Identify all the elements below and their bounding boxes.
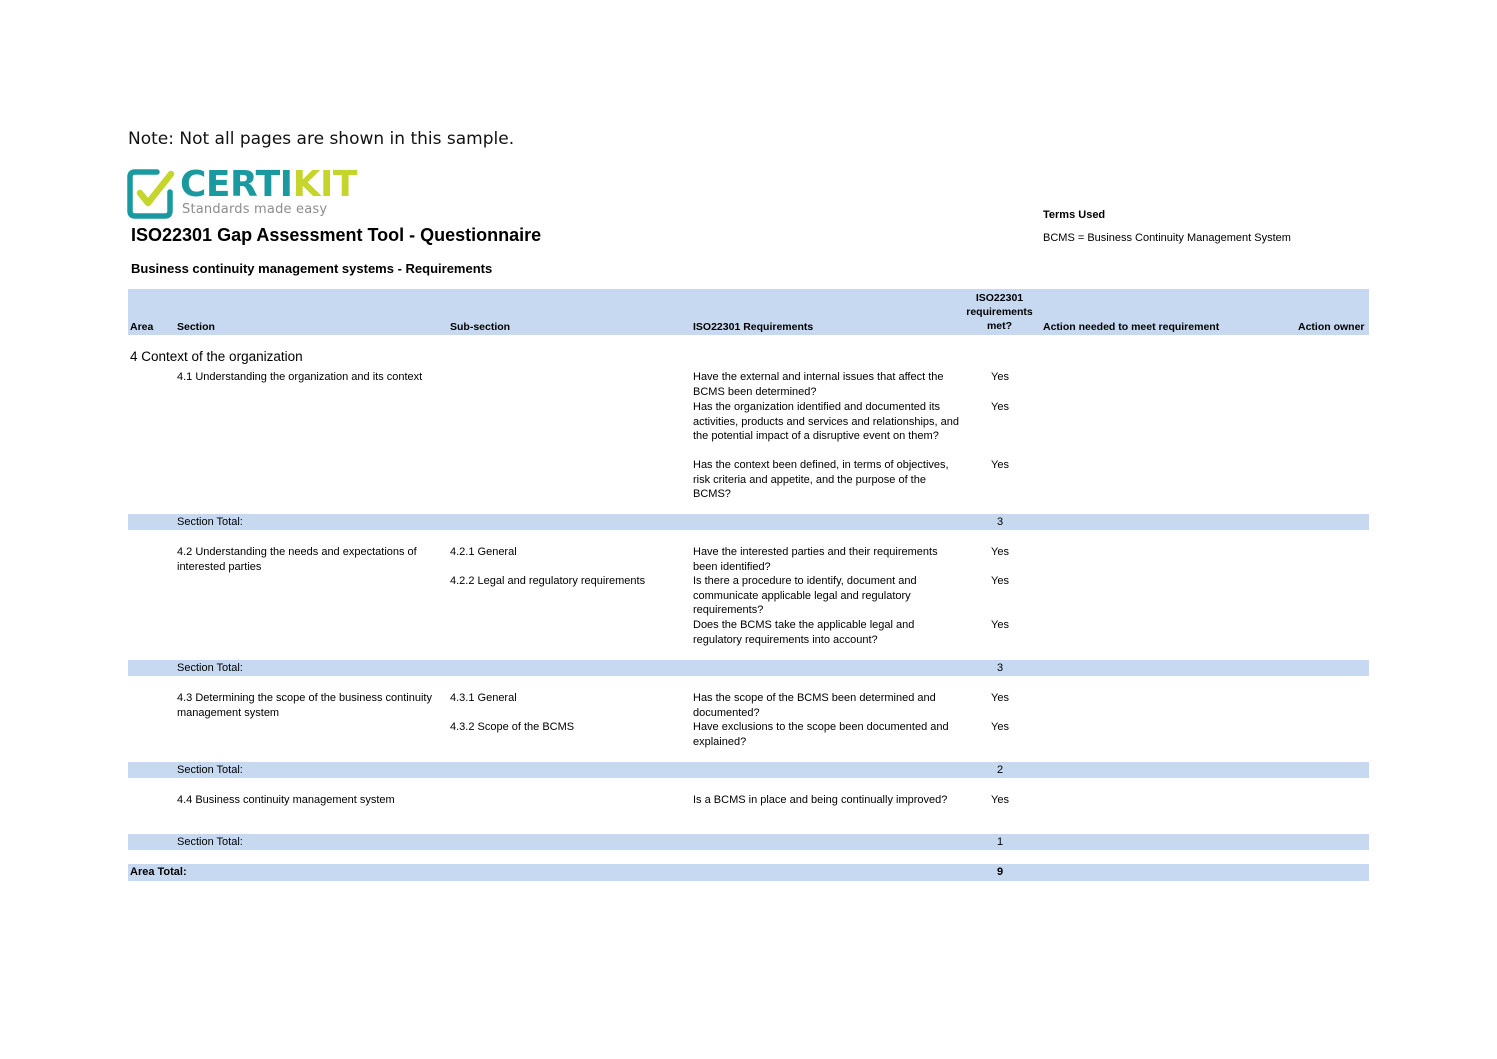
area-total-label: Area Total: — [130, 866, 187, 878]
subsection-name: 4.2.2 Legal and regulatory requirements — [450, 575, 646, 587]
document-title: ISO22301 Gap Assessment Tool - Questionnaire — [131, 225, 542, 245]
section-total-row — [128, 660, 1369, 676]
section-name: 4.4 Business continuity management system — [177, 794, 395, 806]
section-total-value: 3 — [996, 662, 1004, 674]
section-total-value: 3 — [996, 516, 1004, 528]
requirement-met: Yes — [991, 371, 1009, 383]
section-total-row — [128, 762, 1369, 778]
column-header-section: Section — [177, 321, 215, 333]
terms-definition: BCMS = Business Continuity Management System — [1043, 232, 1291, 244]
requirement-text: Has the organization identified and documented its activities, products and services and relationships, and the potential impact of a disruptive event on them? — [693, 401, 959, 442]
requirement-text: Is there a procedure to identify, document and communicate applicable legal and regulatory requirements? — [693, 575, 917, 616]
section-total-label: Section Total: — [177, 662, 243, 674]
subsection-name: 4.3.2 Scope of the BCMS — [450, 721, 575, 733]
requirement-text: Have exclusions to the scope been documented and explained? — [693, 721, 949, 748]
section-total-row — [128, 834, 1369, 850]
column-header-requirements: ISO22301 Requirements — [693, 321, 814, 333]
section-name: 4.1 Understanding the organization and its context — [177, 371, 423, 383]
requirement-met: Yes — [991, 619, 1009, 631]
logo-wordmark: CERTIKIT — [180, 164, 357, 205]
requirement-met: Yes — [991, 575, 1009, 587]
requirement-text: Does the BCMS take the applicable legal and regulatory requirements into account? — [693, 619, 915, 646]
area-total-row — [128, 864, 1369, 881]
checkbox-logo-icon — [127, 168, 175, 220]
section-total-label: Section Total: — [177, 516, 243, 528]
subsection-name: 4.3.1 General — [450, 692, 517, 704]
column-header-action: Action needed to meet requirement — [1043, 321, 1220, 333]
requirement-text: Have the interested parties and their requirements been identified? — [693, 546, 938, 573]
section-total-value: 1 — [996, 836, 1004, 848]
area-total-value: 9 — [996, 866, 1004, 878]
terms-heading: Terms Used — [1043, 209, 1106, 221]
requirement-text: Is a BCMS in place and being continually improved? — [693, 794, 948, 806]
document-subtitle: Business continuity management systems - Requirements — [131, 261, 493, 276]
column-header-met: ISO22301 requirements met? — [966, 292, 1033, 332]
section-total-row — [128, 514, 1369, 530]
requirement-text: Has the scope of the BCMS been determined and documented? — [693, 692, 936, 719]
column-header-area: Area — [130, 321, 154, 333]
requirement-met: Yes — [991, 546, 1009, 558]
column-header-owner: Action owner — [1298, 321, 1365, 333]
section-total-value: 2 — [996, 764, 1004, 776]
section-total-label: Section Total: — [177, 836, 243, 848]
requirement-met: Yes — [991, 692, 1009, 704]
requirement-text: Has the context been defined, in terms of objectives, risk criteria and appetite, and the purpose of the BCMS? — [693, 459, 949, 500]
logo-tagline: Standards made easy — [182, 202, 328, 217]
requirement-met: Yes — [991, 794, 1009, 806]
section-name: 4.2 Understanding the needs and expectations of interested parties — [177, 546, 417, 573]
requirement-text: Have the external and internal issues that affect the BCMS been determined? — [693, 371, 944, 398]
sample-note: Note: Not all pages are shown in this sample. — [128, 129, 515, 149]
section-total-label: Section Total: — [177, 764, 243, 776]
section-name: 4.3 Determining the scope of the business continuity management system — [177, 692, 432, 719]
requirement-met: Yes — [991, 401, 1009, 413]
subsection-name: 4.2.1 General — [450, 546, 517, 558]
requirement-met: Yes — [991, 721, 1009, 733]
column-header-subsection: Sub-section — [450, 321, 511, 333]
area-title: 4 Context of the organization — [130, 349, 303, 364]
requirement-met: Yes — [991, 459, 1009, 471]
certikit-logo — [127, 164, 357, 222]
